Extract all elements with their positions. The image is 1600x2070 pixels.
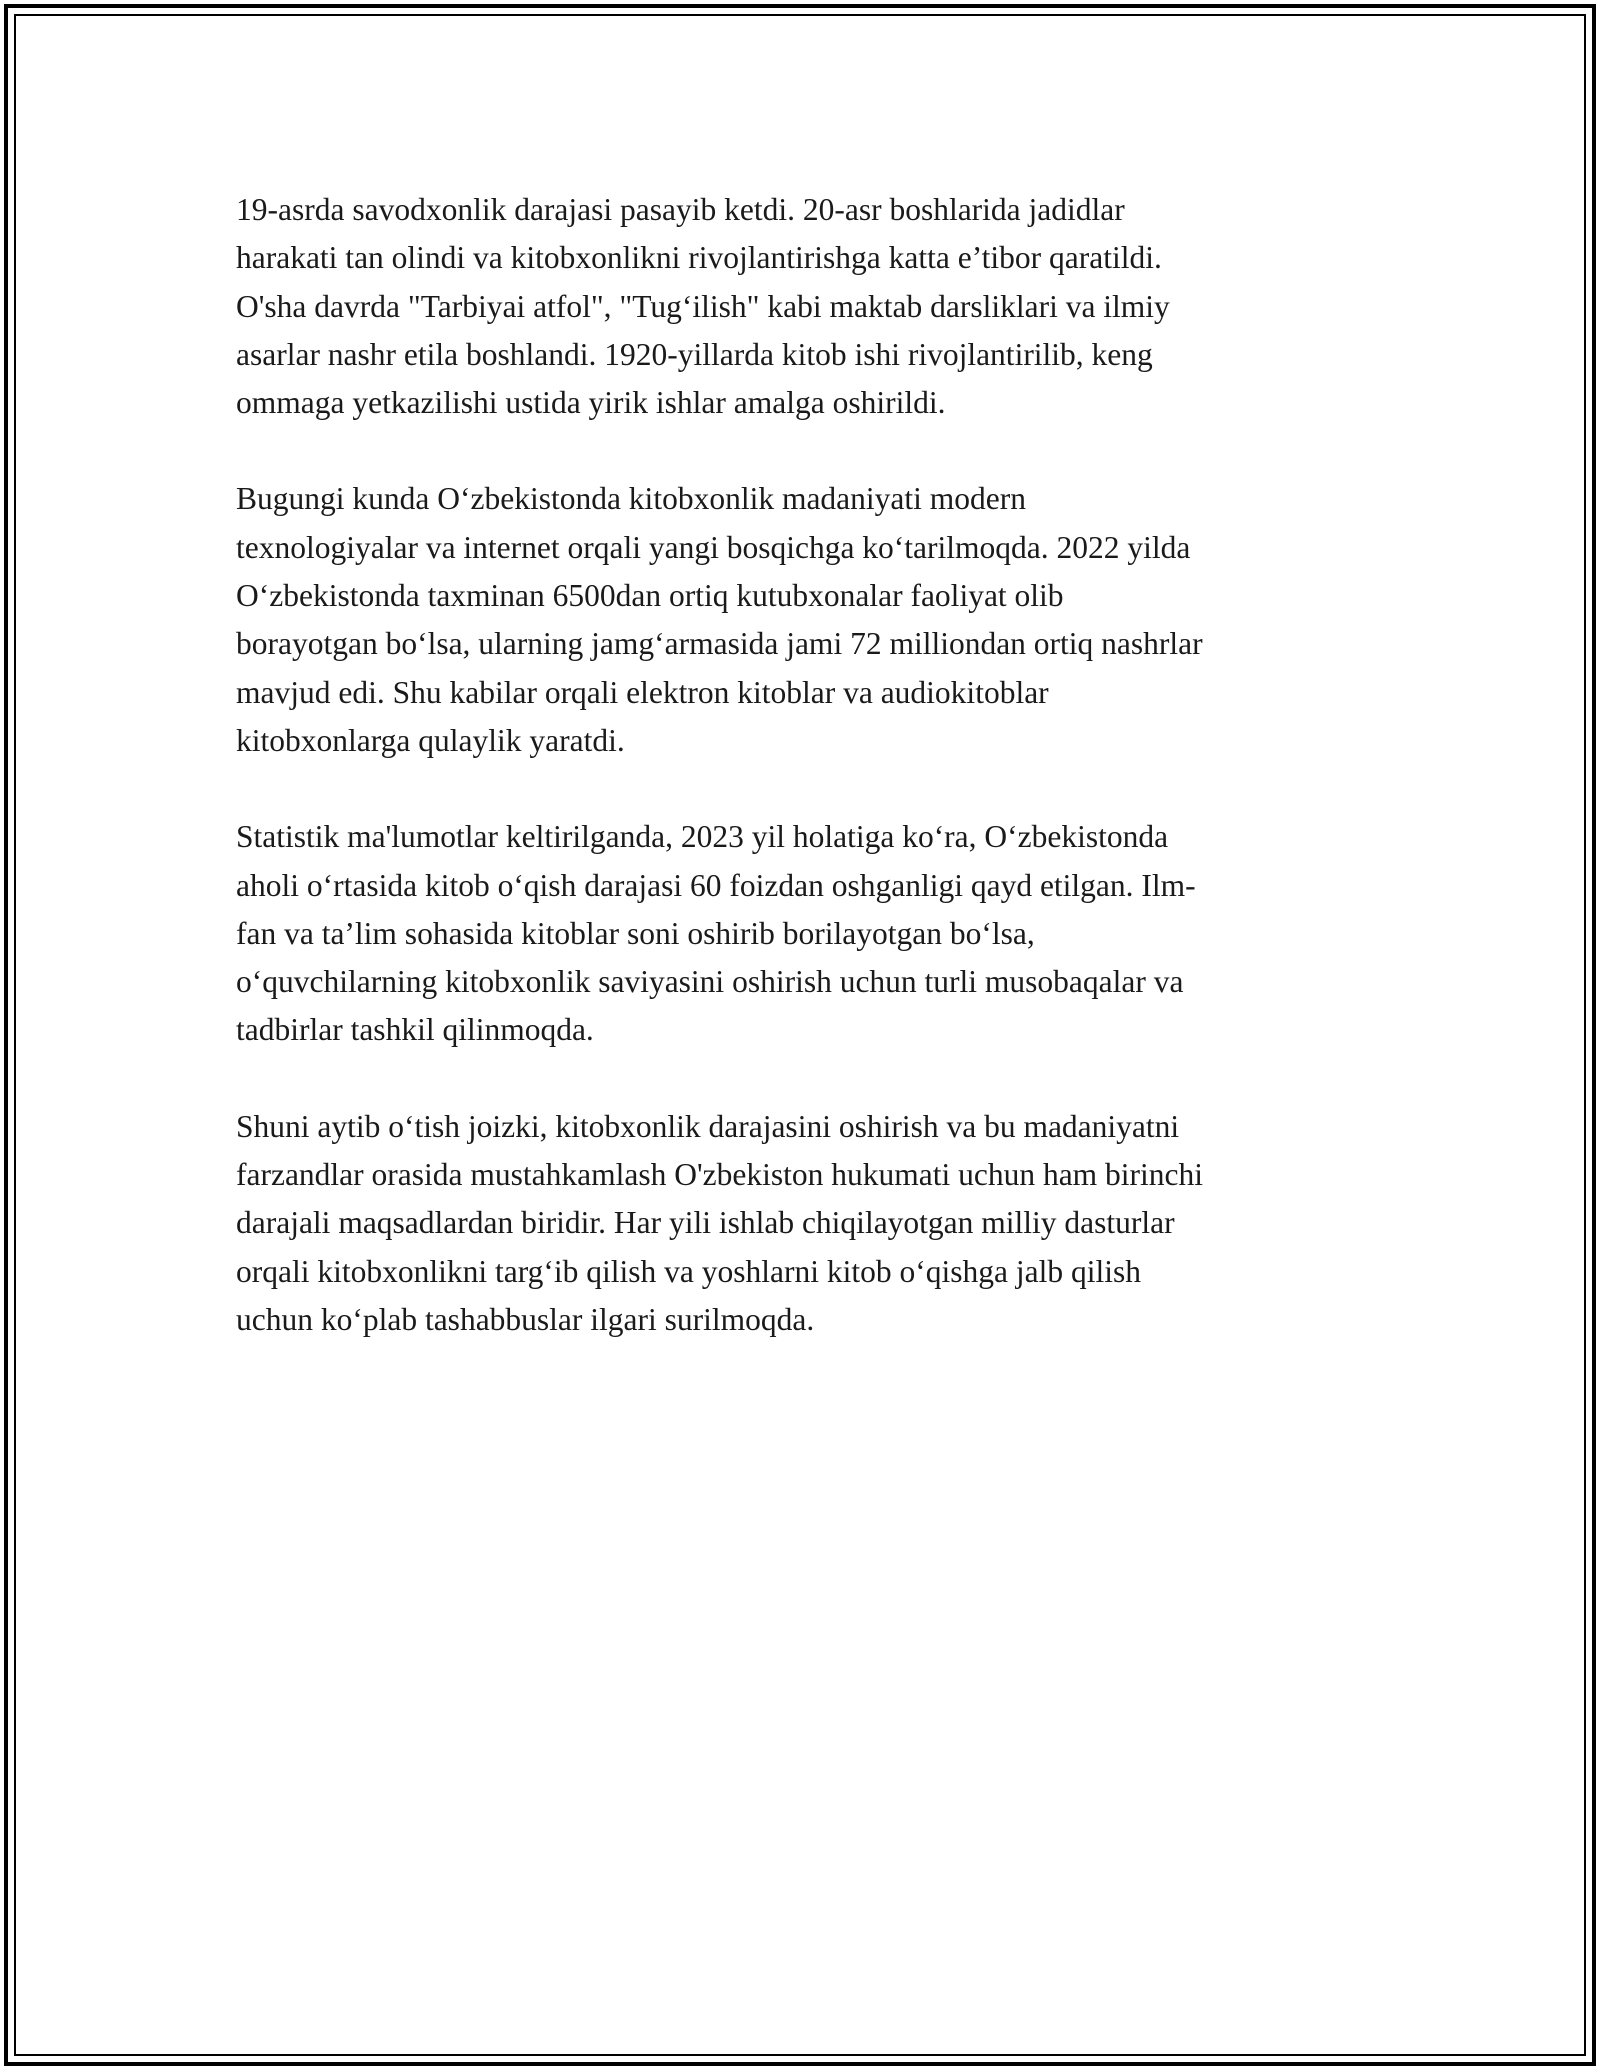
text-line: ommaga yetkazilishi ustida yirik ishlar amalga oshirildi.: [236, 385, 946, 421]
text-line: aholi o‘rtasida kitob o‘qish darajasi 60 foizdan oshganligi qayd etilgan. Ilm-: [236, 867, 1196, 903]
text-line: harakati tan olindi va kitobxonlikni rivojlantirishga katta e’tibor qaratildi.: [236, 240, 1162, 276]
document-body: [236, 186, 1386, 1392]
text-line: tadbirlar tashkil qilinmoqda.: [236, 1012, 594, 1048]
text-line: asarlar nashr etila boshlandi. 1920-yillarda kitob ishi rivojlantirilib, keng: [236, 336, 1153, 372]
text-line: fan va ta’lim sohasida kitoblar soni oshirib borilayotgan bo‘lsa,: [236, 915, 1035, 951]
text-line: uchun ko‘plab tashabbuslar ilgari surilmoqda.: [236, 1301, 815, 1337]
text-line: texnologiyalar va internet orqali yangi bosqichga ko‘tarilmoqda. 2022 yilda: [236, 529, 1191, 565]
text-line: darajali maqsadlardan biridir. Har yili ishlab chiqilayotgan milliy dasturlar: [236, 1205, 1175, 1241]
text-line: borayotgan bo‘lsa, ularning jamg‘armasida jami 72 milliondan ortiq nashrlar: [236, 626, 1203, 662]
text-line: O'sha davrda "Tarbiyai atfol", "Tug‘ilish" kabi maktab darsliklari va ilmiy: [236, 288, 1170, 324]
paragraph-4: [236, 1103, 1386, 1344]
text-line: Bugungi kunda O‘zbekistonda kitobxonlik madaniyati modern: [236, 481, 1026, 517]
text-line: farzandlar orasida mustahkamlash O'zbekiston hukumati uchun ham birinchi: [236, 1157, 1204, 1193]
text-line: kitobxonlarga qulaylik yaratdi.: [236, 722, 625, 758]
text-line: Shuni aytib o‘tish joizki, kitobxonlik darajasini oshirish va bu madaniyatni: [236, 1108, 1180, 1144]
text-line: o‘quvchilarning kitobxonlik saviyasini oshirish uchun turli musobaqalar va: [236, 964, 1184, 1000]
text-line: mavjud edi. Shu kabilar orqali elektron kitoblar va audiokitoblar: [236, 674, 1049, 710]
text-line: Statistik ma'lumotlar keltirilganda, 2023 yil holatiga ko‘ra, O‘zbekistonda: [236, 819, 1169, 855]
paragraph-2: [236, 475, 1386, 765]
paragraph-3: [236, 813, 1386, 1054]
text-line: O‘zbekistonda taxminan 6500dan ortiq kutubxonalar faoliyat olib: [236, 578, 1064, 614]
text-line: 19-asrda savodxonlik darajasi pasayib ketdi. 20-asr boshlarida jadidlar: [236, 192, 1125, 227]
text-line: orqali kitobxonlikni targ‘ib qilish va yoshlarni kitob o‘qishga jalb qilish: [236, 1253, 1141, 1289]
paragraph-1: [236, 186, 1386, 427]
